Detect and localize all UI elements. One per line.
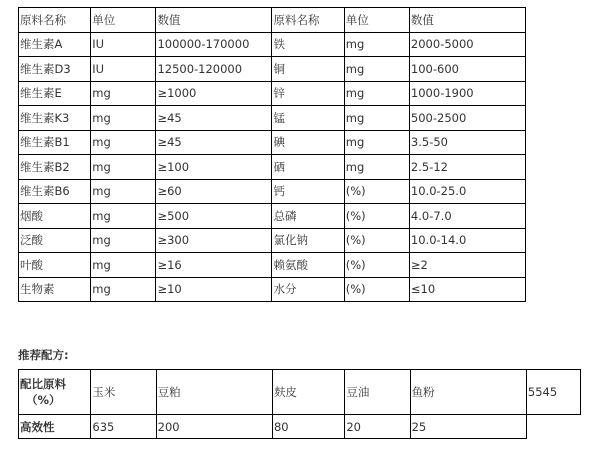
table-cell: mg [91, 81, 156, 106]
table-cell: mg [91, 204, 156, 229]
column-header: 单位 [344, 8, 409, 33]
table-cell: 100-600 [409, 57, 525, 82]
table-cell: 锌 [272, 81, 344, 106]
table-cell: 铁 [272, 32, 344, 57]
value-cell: 20 [345, 415, 410, 439]
table-cell: 总磷 [272, 204, 344, 229]
ingredient-cell: 豆油 [345, 370, 410, 415]
table-cell: ≤10 [409, 277, 525, 302]
extra-cell: 5545 [526, 370, 580, 415]
table-cell: 2000-5000 [409, 32, 525, 57]
formula-header-label [19, 370, 91, 415]
table-row [19, 204, 526, 229]
spec-table [18, 7, 526, 302]
table-row [19, 277, 526, 302]
table-cell: 水分 [272, 277, 344, 302]
table-cell: mg [91, 130, 156, 155]
table-cell: 100000-170000 [156, 32, 272, 57]
column-header: 原料名称 [19, 8, 91, 33]
table-cell: 维生素A [19, 32, 91, 57]
table-cell: IU [91, 32, 156, 57]
ingredient-cell: 麸皮 [272, 370, 344, 415]
table-row [19, 155, 526, 180]
table-cell: 3.5-50 [409, 130, 525, 155]
table-cell: 维生素B6 [19, 179, 91, 204]
table-cell: 2.5-12 [409, 155, 525, 180]
table-cell: 泛酸 [19, 228, 91, 253]
value-cell: 25 [410, 415, 526, 439]
table-cell: ≥500 [156, 204, 272, 229]
table-cell: 维生素E [19, 81, 91, 106]
table-cell: mg [344, 81, 409, 106]
table-cell: 500-2500 [409, 106, 525, 131]
column-header: 数值 [409, 8, 525, 33]
table-cell: 10.0-14.0 [409, 228, 525, 253]
table-row [19, 130, 526, 155]
table-cell: mg [344, 57, 409, 82]
table-cell: 钙 [272, 179, 344, 204]
column-header: 原料名称 [272, 8, 344, 33]
column-header: 单位 [91, 8, 156, 33]
header-row [19, 8, 526, 33]
table-row [19, 32, 526, 57]
table-cell: 生物素 [19, 277, 91, 302]
table-cell: IU [91, 57, 156, 82]
table-row [19, 228, 526, 253]
table-cell: mg [91, 155, 156, 180]
table-row [19, 179, 526, 204]
formula-row-label: 高效性 [19, 415, 91, 439]
ingredient-cell: 玉米 [91, 370, 156, 415]
table-cell: 叶酸 [19, 253, 91, 278]
ingredient-cell: 鱼粉 [410, 370, 526, 415]
table-cell: ≥100 [156, 155, 272, 180]
table-cell: mg [91, 228, 156, 253]
table-cell: 硒 [272, 155, 344, 180]
table-row [19, 81, 526, 106]
table-cell: ≥300 [156, 228, 272, 253]
table-cell: 维生素D3 [19, 57, 91, 82]
table-row [19, 253, 526, 278]
table-cell: (%) [344, 204, 409, 229]
formula-value-row [19, 415, 581, 439]
table-cell: mg [91, 253, 156, 278]
table-cell: 铜 [272, 57, 344, 82]
table-cell: 碘 [272, 130, 344, 155]
table-cell: 烟酸 [19, 204, 91, 229]
table-cell: 维生素K3 [19, 106, 91, 131]
formula-heading: 推荐配方: [18, 348, 69, 362]
formula-table [18, 369, 581, 439]
formula-header-label-line1: 配比原料 [20, 377, 66, 391]
ingredient-cell: 豆粕 [156, 370, 272, 415]
value-cell: 635 [91, 415, 156, 439]
column-header: 数值 [156, 8, 272, 33]
table-cell: ≥45 [156, 106, 272, 131]
table-cell: (%) [344, 253, 409, 278]
table-cell: 锰 [272, 106, 344, 131]
table-cell: mg [344, 32, 409, 57]
table-cell: (%) [344, 277, 409, 302]
formula-header-label-line2: （%） [26, 393, 61, 407]
table-cell: mg [344, 155, 409, 180]
table-cell: ≥2 [409, 253, 525, 278]
table-cell: ≥10 [156, 277, 272, 302]
table-cell: (%) [344, 179, 409, 204]
table-cell: 氯化钠 [272, 228, 344, 253]
formula-header-row [19, 370, 581, 415]
table-cell: mg [344, 106, 409, 131]
table-cell: (%) [344, 228, 409, 253]
table-cell: ≥45 [156, 130, 272, 155]
table-cell: mg [91, 106, 156, 131]
value-cell: 80 [272, 415, 344, 439]
empty-cell [526, 415, 580, 439]
table-cell: 12500-120000 [156, 57, 272, 82]
table-cell: 维生素B2 [19, 155, 91, 180]
table-cell: mg [91, 277, 156, 302]
table-cell: ≥16 [156, 253, 272, 278]
table-row [19, 106, 526, 131]
table-cell: 赖氨酸 [272, 253, 344, 278]
table-row [19, 57, 526, 82]
table-cell: 1000-1900 [409, 81, 525, 106]
value-cell: 200 [156, 415, 272, 439]
table-cell: 维生素B1 [19, 130, 91, 155]
table-cell: ≥1000 [156, 81, 272, 106]
table-cell: mg [344, 130, 409, 155]
table-cell: ≥60 [156, 179, 272, 204]
table-cell: 4.0-7.0 [409, 204, 525, 229]
table-cell: 10.0-25.0 [409, 179, 525, 204]
table-cell: mg [91, 179, 156, 204]
